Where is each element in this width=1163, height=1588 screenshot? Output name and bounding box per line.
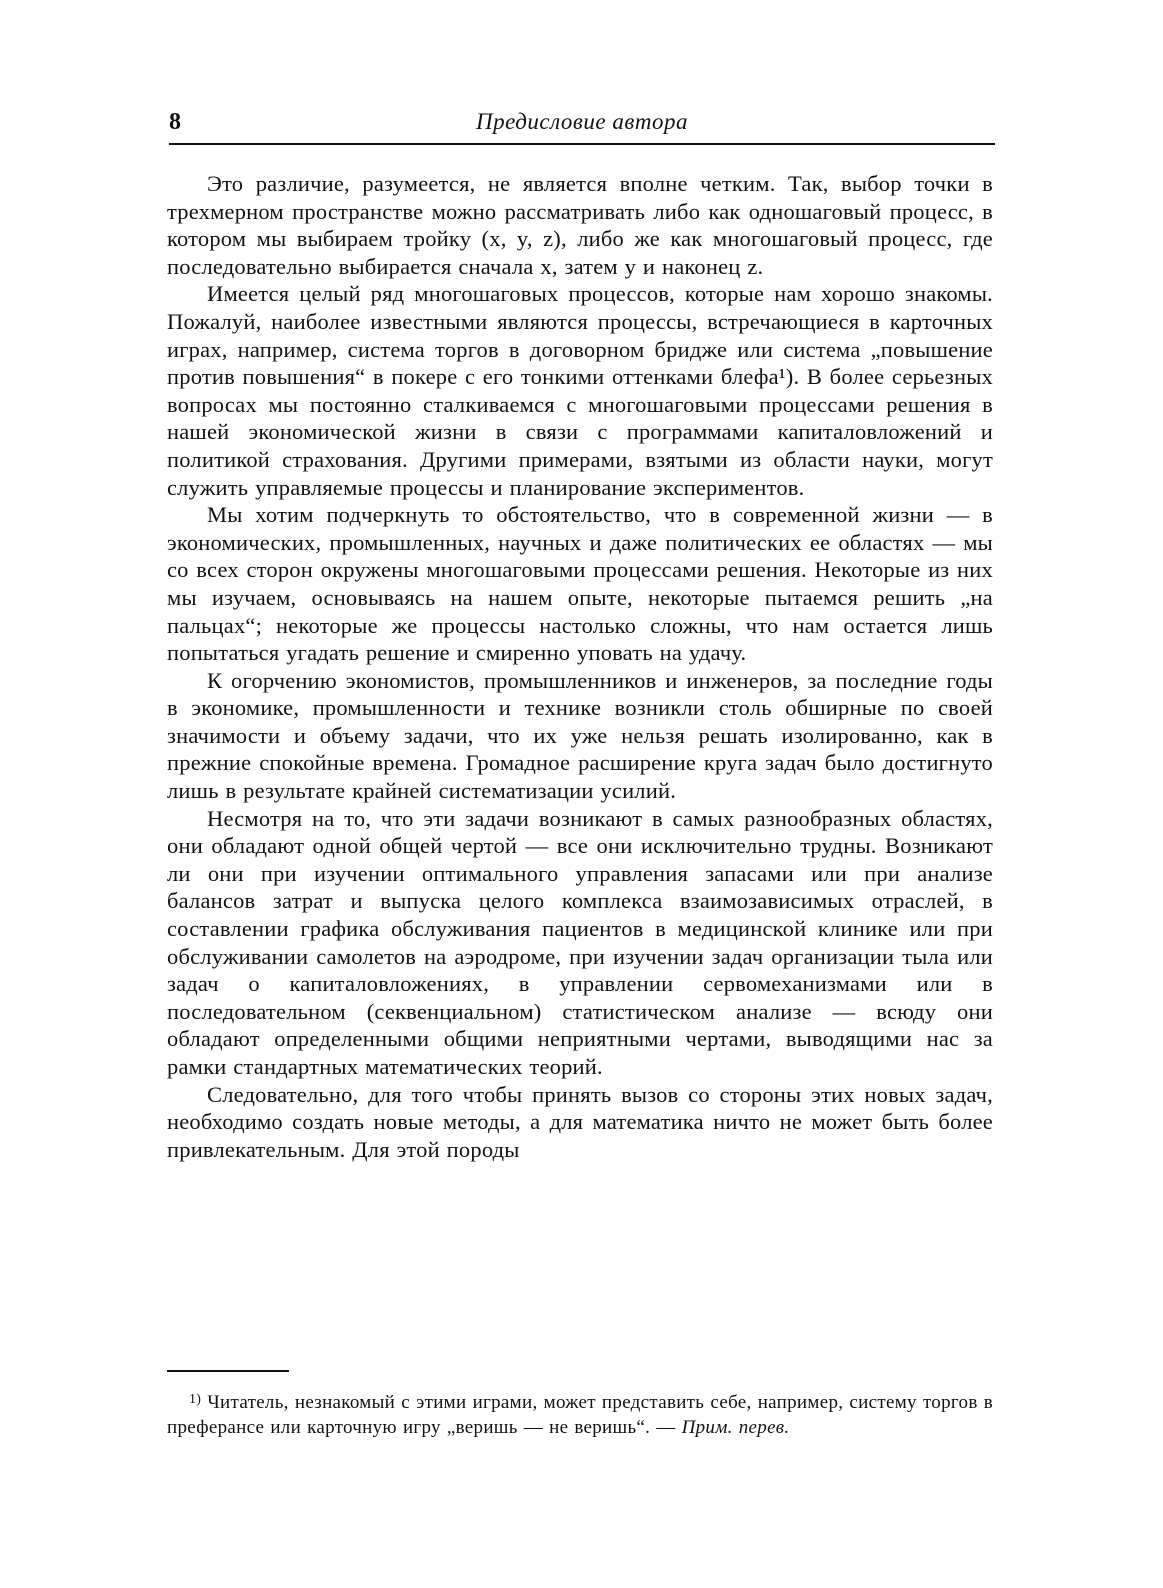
paragraph: Имеется целый ряд многошаговых процессов, которые нам хорошо знакомы. Пожалуй, наиболее известными являются процессы, встречающиеся в карточных играх, например, система торгов в договорном бридже или система „повышение против повышения“ в покере с его тонкими оттенками блефа¹). В более серьезных вопросах мы постоянно сталкиваемся с многошаговыми процессами решения в нашей экономической жизни в связи с программами капиталовложений и политикой страхования. Другими примерами, взятыми из области науки, могут служить управляемые процессы и планирование экспериментов.	[167, 281, 993, 500]
body-text	[167, 170, 993, 1163]
paragraph: Это различие, разумеется, не является вполне четким. Так, выбор точки в трехмерном пространстве можно рассматривать либо как одношаговый процесс, в котором мы выбираем тройку (x, y, z), либо же как многошаговый процесс, где последовательно выбирается сначала x, затем y и наконец z.	[167, 171, 993, 279]
paragraph: К огорчению экономистов, промышленников и инженеров, за последние годы в экономике, промышленности и технике возникли столь обширные по своей значимости и объему задачи, что их уже нельзя решать изолированно, как в прежние спокойные времена. Громадное расширение круга задач было достигнуто лишь в результате крайней систематизации усилий.	[167, 667, 993, 804]
running-head	[169, 108, 995, 140]
footnote	[167, 1387, 993, 1440]
running-title: Предисловие автора	[476, 109, 688, 134]
page-number: 8	[169, 109, 181, 135]
footnote-text: Читатель, незнакомый с этими играми, может представить себе, например, систему торгов в преферансе или карточную игру „веришь — не веришь“. —	[167, 1392, 993, 1438]
header-rule	[169, 143, 995, 145]
paragraph: Мы хотим подчеркнуть то обстоятельство, что в современной жизни — в экономических, промышленных, научных и даже политических ее областях — мы со всех сторон окружены многошаговыми процессами решения. Некоторые из них мы изучаем, основываясь на нашем опыте, некоторые пытаемся решить „на пальцах“; некоторые же процессы настолько сложны, что нам остается лишь попытаться угадать решение и смиренно уповать на удачу.	[167, 502, 993, 666]
paragraph: Несмотря на то, что эти задачи возникают в самых разнообразных областях, они обладают одной общей чертой — все они исключительно трудны. Возникают ли они при изучении оптимального управления запасами или при анализе балансов затрат и выпуска целого комплекса взаимозависимых отраслей, в составлении графика обслуживания пациентов в медицинской клинике или при обслуживании самолетов на аэродроме, при изучении задач организации тыла или задач о капиталовложениях, в управлении сервомеханизмами или в последовательном (секвенциальном) статистическом анализе — всюду они обладают определенными общими неприятными чертами, выводящими нас за рамки стандартных математических теорий.	[167, 805, 993, 1079]
footnote-attribution: Прим. перев.	[681, 1417, 790, 1438]
paragraph: Следовательно, для того чтобы принять вызов со стороны этих новых задач, необходимо создать новые методы, а для математика ничто не может быть более привлекательным. Для этой породы	[167, 1081, 993, 1162]
footnote-rule	[167, 1370, 289, 1372]
footnote-marker: 1)	[189, 1392, 202, 1407]
